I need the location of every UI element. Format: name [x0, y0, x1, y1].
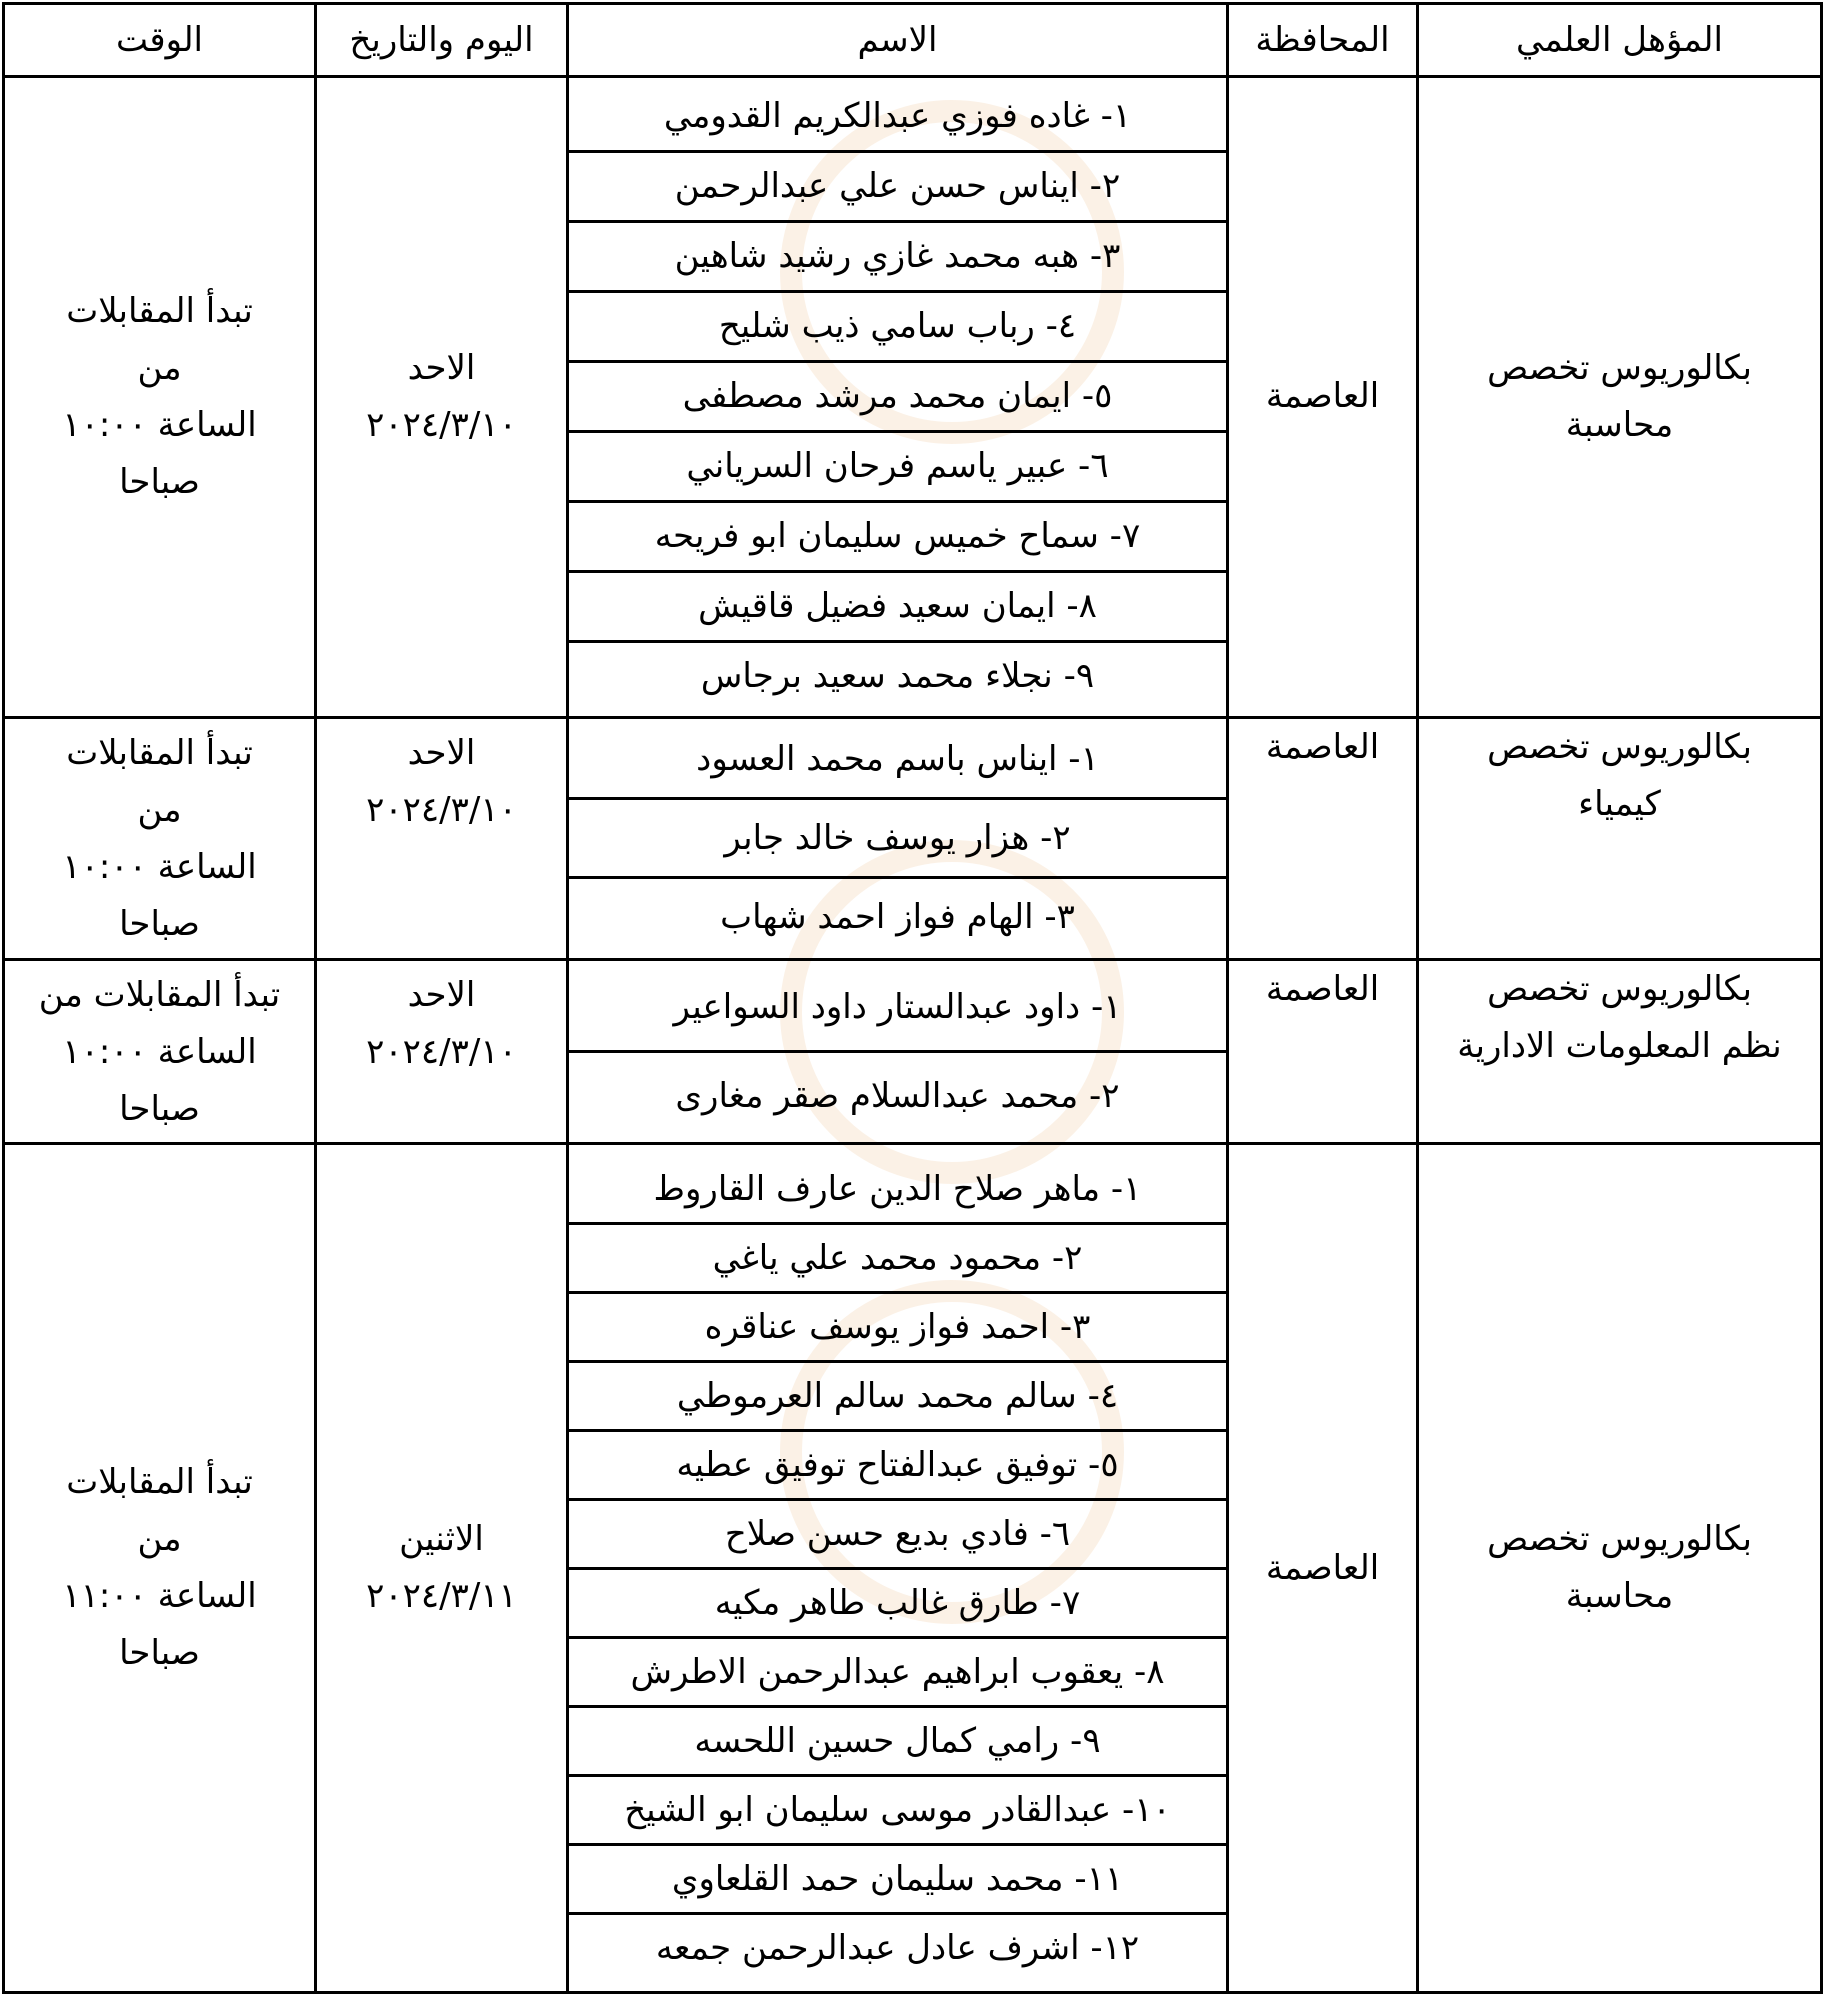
day-date-cell-text: الاثنين ٢٠٢٤/٣/١١ [366, 1519, 517, 1617]
governorate-cell [1228, 1144, 1418, 1993]
schedule-group-row [4, 77, 1822, 718]
day-date-cell [316, 717, 568, 960]
qualification-cell [1418, 1144, 1822, 1993]
time-cell [4, 717, 316, 960]
header-day-date: اليوم والتاريخ [316, 4, 568, 77]
candidate-name: ١- غاده فوزي عبدالكريم القدومي [569, 83, 1226, 153]
candidate-name: ٣- احمد فواز يوسف عناقره [569, 1294, 1226, 1363]
day-date-cell [316, 960, 568, 1144]
time-cell [4, 960, 316, 1144]
schedule-group-row [4, 717, 1822, 960]
governorate-cell [1228, 717, 1418, 960]
candidate-name: ١٢- اشرف عادل عبدالرحمن جمعه [655, 1927, 1140, 1968]
time-cell-text: تبدأ المقابلات من الساعة ١٠:٠٠ صباحا [38, 975, 281, 1130]
candidate-list [569, 83, 1226, 710]
time-cell-text: تبدأ المقابلات من الساعة ١٠:٠٠ صباحا [62, 290, 257, 502]
time-cell-text: تبدأ المقابلات من الساعة ١٠:٠٠ صباحا [62, 732, 257, 944]
qualification-cell [1418, 77, 1822, 718]
candidate-list [569, 1156, 1226, 1981]
day-date-cell-text: الاحد ٢٠٢٤/٣/١٠ [366, 975, 517, 1073]
schedule-group-row [4, 960, 1822, 1144]
names-cell [568, 717, 1228, 960]
candidate-name: ٢- محمد عبدالسلام صقر مغارى [675, 1076, 1120, 1117]
names-cell [568, 960, 1228, 1144]
candidate-name: ٣- الهام فواز احمد شهاب [720, 897, 1075, 938]
candidate-name: ٤- سالم محمد سالم العرموطي [569, 1363, 1226, 1432]
day-date-cell [316, 77, 568, 718]
candidate-list [569, 964, 1226, 1139]
candidate-name: ٨- يعقوب ابراهيم عبدالرحمن الاطرش [569, 1639, 1226, 1708]
governorate-cell [1228, 77, 1418, 718]
candidate-name: ٢- هزار يوسف خالد جابر [569, 800, 1226, 879]
governorate-cell-text: العاصمة [1265, 376, 1380, 417]
candidate-name: ٩- نجلاء محمد سعيد برجاس [700, 656, 1095, 697]
governorate-cell [1228, 960, 1418, 1144]
qualification-cell-text: بكالوريوس تخصص محاسبة [1487, 347, 1752, 445]
day-date-cell [316, 1144, 568, 1993]
interview-schedule-table [2, 2, 1823, 1994]
candidate-list [569, 721, 1226, 955]
time-cell [4, 1144, 316, 1993]
header-governorate: المحافظة [1228, 4, 1418, 77]
candidate-name: ٢- محمود محمد علي ياغي [569, 1225, 1226, 1294]
names-cell [568, 77, 1228, 718]
header-row [4, 4, 1822, 77]
header-qualification: المؤهل العلمي [1418, 4, 1822, 77]
candidate-name: ٧- سماح خميس سليمان ابو فريحه [569, 503, 1226, 573]
candidate-name: ١- ماهر صلاح الدين عارف القاروط [569, 1156, 1226, 1225]
candidate-name: ٧- طارق غالب طاهر مكيه [569, 1570, 1226, 1639]
candidate-name: ٥- ايمان محمد مرشد مصطفى [569, 363, 1226, 433]
header-name: الاسم [568, 4, 1228, 77]
day-date-cell-text: الاحد ٢٠٢٤/٣/١٠ [366, 732, 517, 830]
candidate-name: ٨- ايمان سعيد فضيل قاقيش [569, 573, 1226, 643]
candidate-name: ٢- ايناس حسن علي عبدالرحمن [569, 153, 1226, 223]
candidate-name: ٦- عبير ياسم فرحان السرياني [569, 433, 1226, 503]
qualification-cell-text: بكالوريوس تخصص نظم المعلومات الادارية [1457, 969, 1782, 1067]
candidate-name: ٤- رباب سامي ذيب شليح [569, 293, 1226, 363]
candidate-name: ١١- محمد سليمان حمد القلعاوي [569, 1846, 1226, 1915]
governorate-cell-text: العاصمة [1265, 726, 1380, 767]
candidate-name: ٩- رامي كمال حسين اللحسه [569, 1708, 1226, 1777]
candidate-name: ٣- هبه محمد غازي رشيد شاهين [569, 223, 1226, 293]
qualification-cell-text: بكالوريوس تخصص محاسبة [1487, 1519, 1752, 1617]
schedule-group-row [4, 1144, 1822, 1993]
candidate-name: ٦- فادي بديع حسن صلاح [569, 1501, 1226, 1570]
qualification-cell [1418, 960, 1822, 1144]
time-cell [4, 77, 316, 718]
time-cell-text: تبدأ المقابلات من الساعة ١١:٠٠ صباحا [62, 1462, 257, 1674]
governorate-cell-text: العاصمة [1265, 969, 1380, 1010]
candidate-name: ١٠- عبدالقادر موسى سليمان ابو الشيخ [569, 1777, 1226, 1846]
candidate-name: ١- ايناس باسم محمد العسود [569, 721, 1226, 800]
candidate-name: ٥- توفيق عبدالفتاح توفيق عطيه [569, 1432, 1226, 1501]
day-date-cell-text: الاحد ٢٠٢٤/٣/١٠ [366, 347, 517, 445]
qualification-cell [1418, 717, 1822, 960]
header-time: الوقت [4, 4, 316, 77]
governorate-cell-text: العاصمة [1265, 1547, 1380, 1588]
names-cell [568, 1144, 1228, 1993]
qualification-cell-text: بكالوريوس تخصص كيمياء [1487, 726, 1752, 824]
candidate-name: ١- داود عبدالستار داود السواعير [569, 964, 1226, 1053]
